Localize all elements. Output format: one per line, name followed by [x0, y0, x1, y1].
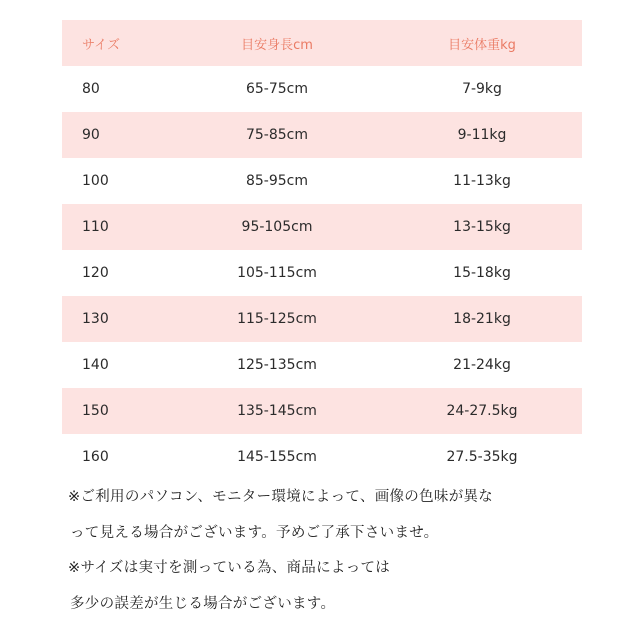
cell-height: 115-125cm [237, 311, 317, 327]
header-weight: 目安体重kg [448, 37, 516, 53]
cell-height: 65-75cm [245, 81, 308, 97]
cell-size: 130 [82, 311, 109, 327]
notes-section [68, 480, 628, 622]
table-header [62, 20, 582, 66]
cell-weight: 21-24kg [453, 357, 511, 373]
cell-height: 85-95cm [245, 173, 308, 189]
table-row [62, 204, 582, 250]
cell-weight: 27.5-35kg [446, 449, 518, 465]
table-row [62, 158, 582, 204]
header-size: サイズ [82, 37, 120, 53]
header-height: 目安身長cm [241, 37, 313, 53]
cell-weight: 9-11kg [457, 127, 507, 143]
table-row [62, 112, 582, 158]
note-line: ※サイズは実寸を測っている為、商品によっては [68, 560, 391, 576]
size-chart-table [62, 20, 582, 480]
note-line: ※ご利用のパソコン、モニター環境によって、画像の色味が異な [68, 489, 494, 505]
cell-height: 135-145cm [237, 403, 317, 419]
cell-weight: 24-27.5kg [446, 403, 518, 419]
table-row [62, 296, 582, 342]
table-row [62, 434, 582, 480]
cell-weight: 15-18kg [453, 265, 511, 281]
table-row [62, 342, 582, 388]
cell-size: 150 [82, 403, 109, 419]
cell-size: 160 [82, 449, 109, 465]
cell-weight: 7-9kg [462, 81, 502, 97]
cell-size: 100 [82, 173, 109, 189]
table-row [62, 250, 582, 296]
cell-size: 120 [82, 265, 109, 281]
note-line: って見える場合がございます。予めご了承下さいませ。 [70, 524, 439, 541]
table-row [62, 388, 582, 434]
cell-size: 110 [82, 219, 109, 235]
cell-weight: 11-13kg [453, 173, 511, 189]
cell-weight: 13-15kg [453, 219, 511, 235]
cell-height: 125-135cm [237, 357, 317, 373]
cell-size: 90 [82, 127, 100, 143]
header-row [62, 20, 582, 66]
cell-height: 75-85cm [245, 127, 308, 143]
note-line: 多少の誤差が生じる場合がございます。 [70, 595, 336, 612]
cell-weight: 18-21kg [453, 311, 511, 327]
table-row [62, 66, 582, 112]
cell-height: 95-105cm [241, 219, 313, 235]
cell-height: 145-155cm [237, 449, 317, 465]
cell-size: 80 [82, 81, 100, 97]
table-body [62, 66, 582, 480]
cell-height: 105-115cm [237, 265, 317, 281]
cell-size: 140 [82, 357, 109, 373]
